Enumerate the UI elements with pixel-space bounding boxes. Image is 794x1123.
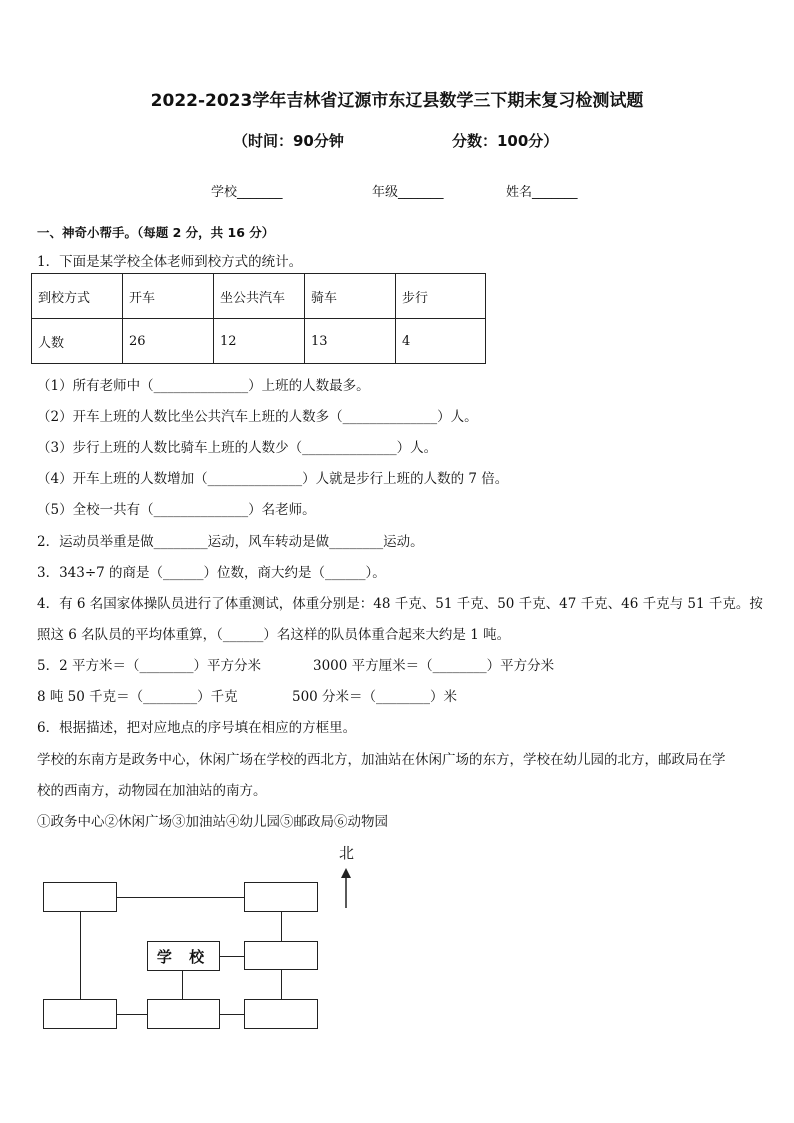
connector-line xyxy=(117,897,244,898)
table-cell: 4 xyxy=(396,319,486,364)
table-cell: 开车 xyxy=(123,274,214,319)
school-label: 学 校 xyxy=(156,947,211,966)
connector-line xyxy=(80,912,81,999)
blank-box-southwest[interactable] xyxy=(43,999,117,1029)
north-arrow-icon xyxy=(336,868,356,910)
connector-line xyxy=(182,971,183,999)
blank-box-northeast[interactable] xyxy=(244,882,318,912)
table-cell: 到校方式 xyxy=(32,274,123,319)
school-field[interactable]: 学校_______ xyxy=(211,185,283,200)
question-3[interactable]: 3．343÷7 的商是（______）位数，商大约是（______）。 xyxy=(37,565,386,581)
connector-line xyxy=(220,956,244,957)
question-5-d[interactable]: 500 分米＝（________）米 xyxy=(292,689,458,705)
table-cell: 13 xyxy=(305,319,396,364)
grade-field[interactable]: 年级_______ xyxy=(372,185,444,200)
blank-box-northwest[interactable] xyxy=(43,882,117,912)
connector-line xyxy=(220,1014,244,1015)
table-cell: 骑车 xyxy=(305,274,396,319)
section-heading: 一、神奇小帮手。（每题 2 分，共 16 分） xyxy=(37,225,275,240)
question-4-line-2[interactable]: 照这 6 名队员的平均体重算，（______）名这样的队员体重合起来大约是 1 吨。 xyxy=(37,627,511,643)
question-4-line-1: 4．有 6 名国家体操队员进行了体重测试，体重分别是：48 千克、51 千克、50 千克、47 千克、46 千克与 51 千克。按 xyxy=(37,596,763,612)
question-6-options: ①政务中心②休闲广场③加油站④幼儿园⑤邮政局⑥动物园 xyxy=(37,814,388,830)
question-6-description-2: 校的西南方，动物园在加油站的南方。 xyxy=(37,783,267,799)
blank-box-south[interactable] xyxy=(147,999,220,1029)
table-row xyxy=(32,319,486,364)
question-1-sub-5[interactable]: （5）全校一共有（______________）名老师。 xyxy=(37,502,316,518)
table-cell: 坐公共汽车 xyxy=(214,274,305,319)
exam-score: 分数：100分） xyxy=(452,132,559,150)
blank-box-southeast[interactable] xyxy=(244,999,318,1029)
connector-line xyxy=(117,1014,147,1015)
connector-line xyxy=(281,970,282,999)
question-1-stem: 1．下面是某学校全体老师到校方式的统计。 xyxy=(37,254,303,270)
connector-line xyxy=(281,912,282,941)
question-5-a[interactable]: 5．2 平方米＝（________）平方分米 xyxy=(37,658,261,674)
question-6-description-1: 学校的东南方是政务中心，休闲广场在学校的西北方，加油站在休闲广场的东方，学校在幼儿园的北方，邮政局在学 xyxy=(37,752,726,768)
question-2[interactable]: 2．运动员举重是做________运动，风车转动是做________运动。 xyxy=(37,534,424,550)
question-1-sub-3[interactable]: （3）步行上班的人数比骑车上班的人数少（______________）人。 xyxy=(37,440,438,456)
table-cell: 26 xyxy=(123,319,214,364)
north-label: 北 xyxy=(339,844,355,862)
school-box xyxy=(147,941,220,971)
commute-table xyxy=(31,273,486,364)
question-1-sub-2[interactable]: （2）开车上班的人数比坐公共汽车上班的人数多（______________）人。 xyxy=(37,409,478,425)
question-1-sub-1[interactable]: （1）所有老师中（______________）上班的人数最多。 xyxy=(37,378,370,394)
table-cell: 步行 xyxy=(396,274,486,319)
table-cell: 人数 xyxy=(32,319,123,364)
page-title: 2022-2023学年吉林省辽源市东辽县数学三下期末复习检测试题 xyxy=(150,91,644,111)
question-5-c[interactable]: 8 吨 50 千克＝（________）千克 xyxy=(37,689,238,705)
blank-box-east[interactable] xyxy=(244,941,318,970)
name-field[interactable]: 姓名_______ xyxy=(506,185,578,200)
table-cell: 12 xyxy=(214,319,305,364)
table-header-row xyxy=(32,274,486,319)
exam-time: （时间：90分钟 xyxy=(233,132,344,150)
question-1-sub-4[interactable]: （4）开车上班的人数增加（______________）人就是步行上班的人数的 7 倍。 xyxy=(37,471,509,487)
question-6-stem: 6．根据描述，把对应地点的序号填在相应的方框里。 xyxy=(37,720,357,736)
question-5-b[interactable]: 3000 平方厘米＝（________）平方分米 xyxy=(313,658,555,674)
